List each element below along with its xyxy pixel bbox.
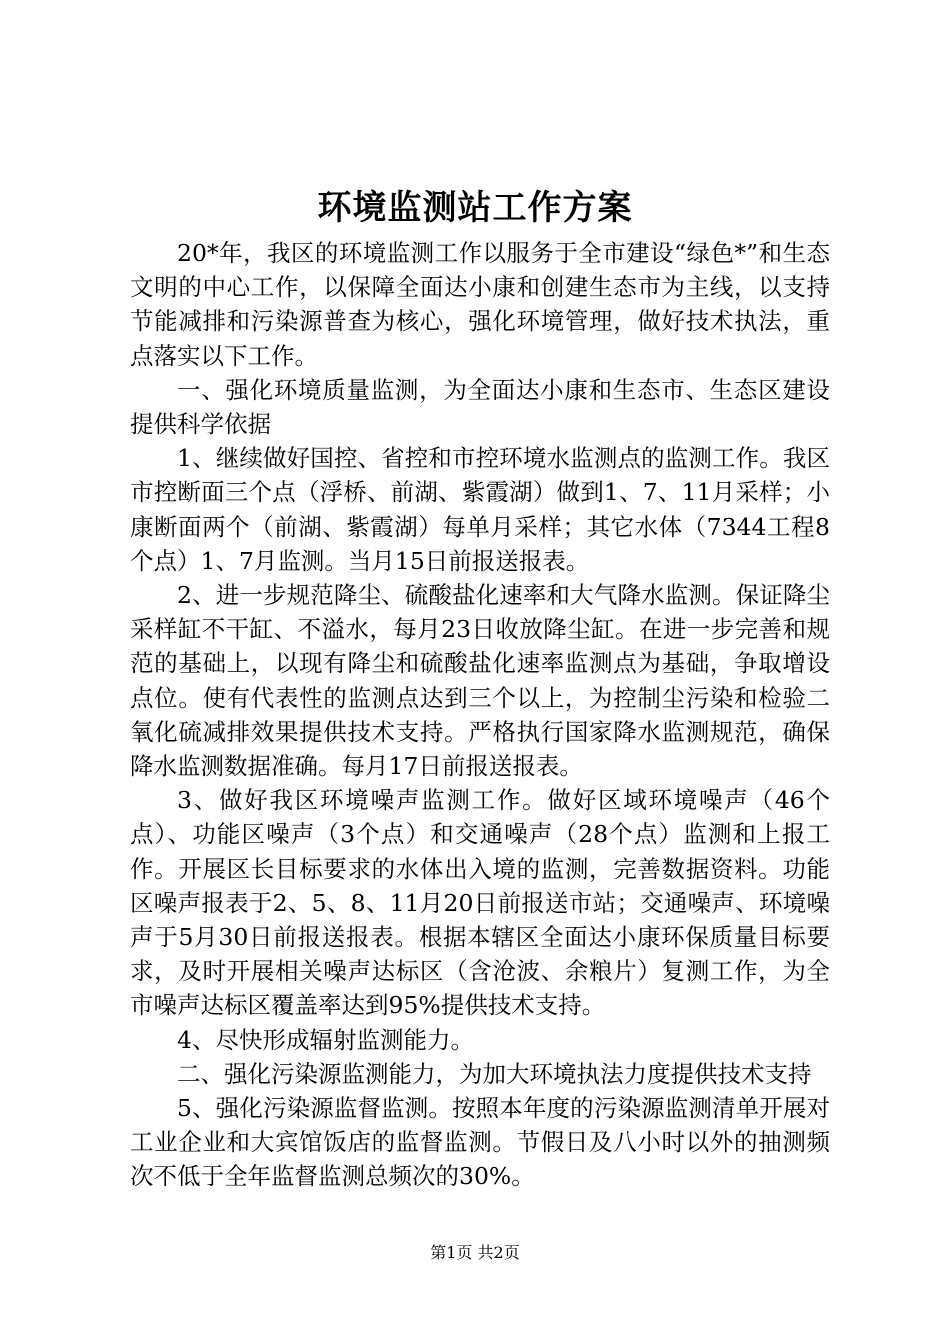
paragraph-item-2: 2、进一步规范降尘、硫酸盐化速率和大气降水监测。保证降尘采样缸不干缸、不溢水，每月23日收放降尘缸。在进一步完善和规范的基础上，以现有降尘和硫酸盐化速率监测点为基础，争取增设点位。使有代表性的监测点达到三个以上，为控制尘污染和检验二氧化硫减排效果提供技术支持。严格执行国家降水监测规范，确保降水监测数据准确。每月17日前报送报表。 [130, 581, 830, 781]
paragraph-intro: 20*年，我区的环境监测工作以服务于全市建设“绿色*”和生态文明的中心工作，以保障全面达小康和创建生态市为主线，以支持节能减排和污染源普查为核心，强化环境管理，做好技术执法，重点落实以下工作。 [130, 239, 830, 370]
section-heading-1: 一、强化环境质量监测，为全面达小康和生态市、生态区建设提供科学依据 [130, 375, 830, 439]
document-title: 环境监测站工作方案 [317, 188, 633, 228]
section-heading-2: 二、强化污染源监测能力，为加大环境执法力度提供技术支持 [177, 1059, 812, 1088]
paragraph-item-5: 5、强化污染源监督监测。按照本年度的污染源监测清单开展对工业企业和大宾馆饭店的监督监测。节假日及八小时以外的抽测频次不低于全年监督监测总频次的30%。 [130, 1094, 830, 1191]
page-footer: 第1页 共2页 [430, 1243, 520, 1262]
paragraph-item-4: 4、尽快形成辐射监测能力。 [177, 1025, 474, 1054]
paragraph-item-3: 3、做好我区环境噪声监测工作。做好区域环境噪声（46个点）、功能区噪声（3个点）和交通噪声（28个点）监测和上报工作。开展区长目标要求的水体出入境的监测，完善数据资料。功能区噪声报表于2、5、8、11月20日前报送市站；交通噪声、环境噪声于5月30日前报送报表。根据本辖区全面达小康环保质量目标要求，及时开展相关噪声达标区（含沧波、余粮片）复测工作，为全市噪声达标区覆盖率达到95%提供技术支持。 [130, 786, 830, 1020]
paragraph-item-1: 1、继续做好国控、省控和市控环境水监测点的监测工作。我区市控断面三个点（浮桥、前湖、紫霞湖）做到1、7、11月采样；小康断面两个（前湖、紫霞湖）每单月采样；其它水体（7344工程8个点）1、7月监测。当月15日前报送报表。 [130, 444, 830, 575]
document-body [130, 236, 830, 1194]
